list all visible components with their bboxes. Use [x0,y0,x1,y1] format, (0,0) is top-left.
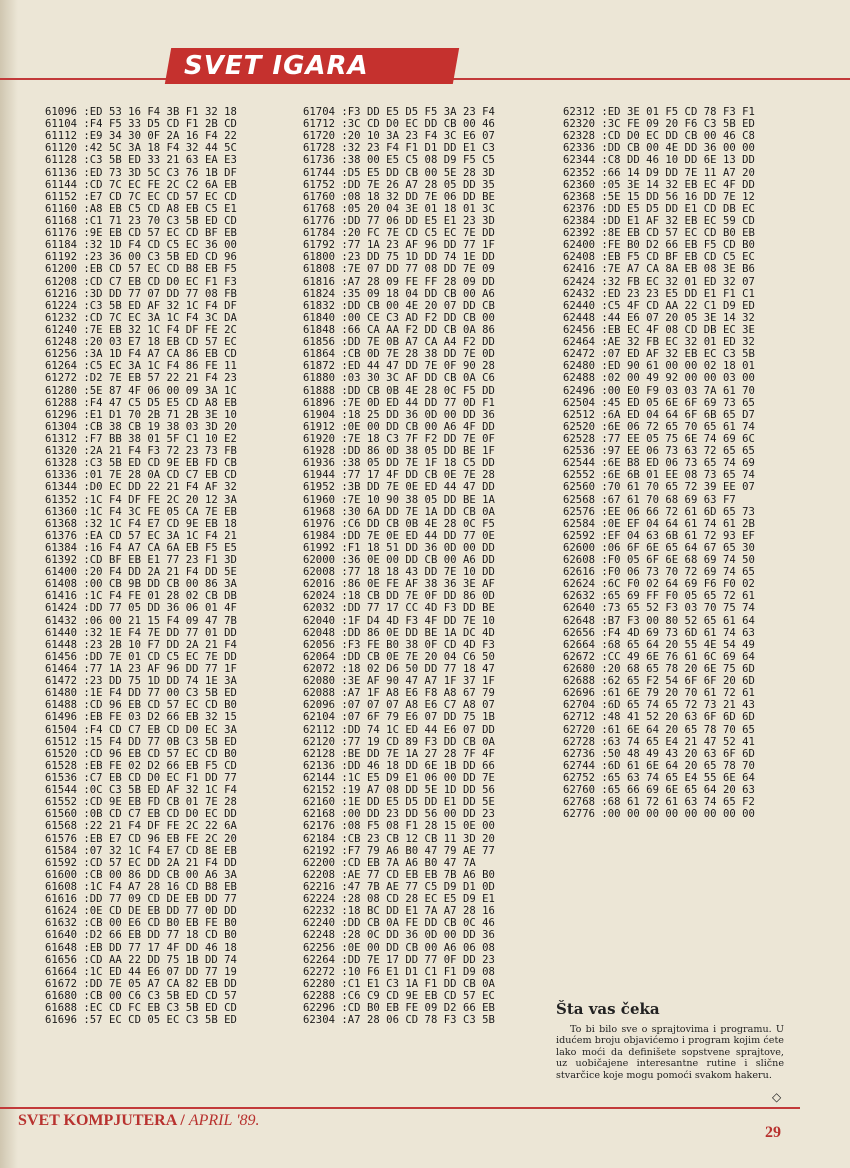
listing-line: 61424 :DD 77 05 DD 36 06 01 4F [45,602,237,615]
listing-line: 62384 :DD E1 AF 32 EB EC 59 CD [563,214,755,227]
listing-line: 61472 :23 DD 75 1D DD 74 1E 3A [45,675,237,688]
listing-line: 62336 :DD CB 00 4E DD 36 00 00 [563,142,755,155]
listing-line: 61912 :0E 00 DD CB 00 A6 4F DD [303,420,495,433]
section-title: SVET IGARA [184,51,369,81]
listing-line: 62632 :65 69 FF F0 05 65 72 61 [563,590,755,603]
listing-line: 61496 :EB FE 03 D2 66 EB 32 15 [45,711,237,724]
listing-line: 62112 :DD 74 1C ED 44 E6 07 DD [303,723,495,736]
listing-line: 61720 :20 10 3A 23 F4 3C E6 07 [303,130,495,143]
listing-line: 62536 :97 EE 06 73 63 72 65 65 [563,445,755,458]
listing-line: 62328 :CD D0 EC DD CB 00 46 C8 [563,130,755,143]
listing-line: 61120 :42 5C 3A 18 F4 32 44 5C [45,142,237,155]
listing-line: 61600 :CB 00 86 DD CB 00 A6 3A [45,868,237,881]
listing-line: 61192 :23 36 00 C3 5B ED CD 96 [45,251,237,264]
listing-line: 62728 :63 74 65 E4 21 47 52 41 [563,735,755,748]
listing-line: 61888 :DD CB 0B 4E 28 0C F5 DD [303,384,495,397]
listing-line: 61168 :C1 71 23 70 C3 5B ED CD [45,214,237,227]
listing-line: 62648 :B7 F3 00 80 52 65 61 64 [563,614,755,627]
listing-line: 62400 :FE B0 D2 66 EB F5 CD B0 [563,239,755,252]
listing-line: 61784 :20 FC 7E CD C5 EC 7E DD [303,227,495,240]
listing-line: 62200 :CD EB 7A A6 B0 47 7A [303,856,476,869]
listing-line: 61376 :EA CD 57 EC 3A 1C F4 21 [45,529,237,542]
listing-line: 61160 :A8 EB C5 CD A8 EB C5 E1 [45,202,237,215]
listing-line: 61224 :C3 5B ED AF 32 1C F4 DF [45,299,237,312]
listing-line: 62688 :62 65 F2 54 6F 6F 20 6D [563,675,755,688]
listing-line: 61624 :0E CD DE EB DD 77 0D DD [45,905,237,918]
listing-line: 62120 :77 19 CD 89 F3 DD CB 0A [303,735,495,748]
listing-line: 61464 :77 1A 23 AF 96 DD 77 1F [45,663,237,676]
listing-line: 61984 :DD 7E 0E ED 44 DD 77 0E [303,529,495,542]
listing-line: 61680 :CB 00 C6 C3 5B ED CD 57 [45,989,237,1002]
listing-line: 62424 :32 FB EC 32 01 ED 32 07 [563,275,755,288]
next-issue-title: Šta vas čeka [556,1000,660,1018]
listing-line: 61480 :1E F4 DD 77 00 C3 5B ED [45,687,237,700]
listing-line: 62376 :DD E5 D5 DD E1 CD DB EC [563,202,755,215]
listing-line: 61240 :7E EB 32 1C F4 DF FE 2C [45,323,237,336]
listing-line: 61448 :23 2B 10 F7 DD 2A 21 F4 [45,638,237,651]
listing-line: 61360 :1C F4 3C FE 05 CA 7E EB [45,505,237,518]
listing-line: 62504 :45 ED 05 6E 6F 69 73 65 [563,396,755,409]
listing-line: 62296 :CD B0 EB FE 09 D2 66 EB [303,1002,495,1015]
listing-line: 61808 :7E 07 DD 77 08 DD 7E 09 [303,263,495,276]
listing-line: 62664 :68 65 64 20 55 4E 54 49 [563,638,755,651]
listing-line: 61520 :CD 96 EB CD 57 EC CD B0 [45,747,237,760]
listing-line: 62024 :18 CB DD 7E 0F DD 86 0D [303,590,495,603]
listing-line: 62160 :1E DD E5 D5 DD E1 DD 5E [303,796,495,809]
listing-line: 61608 :1C F4 A7 28 16 CD B8 EB [45,881,237,893]
listing-line: 61328 :C3 5B ED CD 9E EB FD CB [45,457,237,470]
listing-line: 61664 :1C ED 44 E6 07 DD 77 19 [45,965,237,978]
listing-line: 62168 :00 DD 23 DD 56 00 DD 23 [303,808,495,821]
listing-line: 62072 :18 02 D6 50 DD 77 18 47 [303,663,495,676]
listing-line: 61384 :16 F4 A7 CA 6A EB F5 E5 [45,541,237,554]
listing-line: 61736 :38 00 E5 C5 08 D9 F5 C5 [303,154,495,167]
listing-line: 62128 :BE DD 7E 1A 27 28 7F 4F [303,747,495,760]
listing-line: 62240 :DD CB 0A FE DD CB 0C 46 [303,917,495,930]
listing-line: 61752 :DD 7E 26 A7 28 05 DD 35 [303,178,495,191]
listing-line: 62640 :73 65 52 F3 03 70 75 74 [563,602,755,615]
listing-line: 62720 :61 6E 64 20 65 78 70 65 [563,723,755,736]
listing-line: 61440 :32 1E F4 7E DD 77 01 DD [45,626,237,639]
magazine-name: SVET KOMPJUTERA / [18,1112,185,1129]
listing-line: 62256 :0E 00 DD CB 00 A6 06 08 [303,941,495,954]
listing-line: 61296 :E1 D1 70 2B 71 2B 3E 10 [45,408,237,421]
listing-line: 62752 :65 63 74 65 E4 55 6E 64 [563,772,755,785]
listing-line: 62304 :A7 28 06 CD 78 F3 C3 5B [303,1014,495,1027]
listing-line: 61920 :7E 18 C3 7F F2 DD 7E 0F [303,432,495,445]
listing-column-3 [563,106,755,820]
listing-line: 62608 :F0 05 6F 6E 68 69 74 50 [563,554,755,567]
listing-line: 62432 :ED 23 23 E5 DD E1 F1 C1 [563,287,755,300]
listing-line: 61776 :DD 77 06 DD E5 E1 23 3D [303,214,495,227]
listing-line: 61184 :32 1D F4 CD C5 EC 36 00 [45,239,237,252]
listing-line: 62656 :F4 4D 69 73 6D 61 74 63 [563,626,755,639]
listing-line: 62456 :EB EC 4F 08 CD DB EC 3E [563,323,755,336]
listing-line: 61928 :DD 86 0D 38 05 DD BE 1F [303,445,495,458]
listing-line: 62352 :66 14 D9 DD 7E 11 A7 20 [563,166,755,179]
listing-line: 61248 :20 03 E7 18 EB CD 57 EC [45,336,237,349]
listing-line: 62448 :44 E6 07 20 05 3E 14 32 [563,311,755,324]
listing-line: 62416 :7E A7 CA 8A EB 08 3E B6 [563,263,755,276]
listing-line: 61232 :CD 7C EC 3A 1C F4 3C DA [45,311,237,324]
listing-line: 62576 :EE 06 66 72 61 6D 65 73 [563,505,755,518]
listing-line: 61992 :F1 18 51 DD 36 0D 00 DD [303,541,495,554]
listing-line: 62104 :07 6F 79 E6 07 DD 75 1B [303,711,495,724]
listing-line: 62224 :28 08 CD 28 EC E5 D9 E1 [303,893,495,906]
listing-line: 62768 :68 61 72 61 63 74 65 F2 [563,796,755,809]
listing-line: 61944 :77 17 4F DD CB 0E 7E 28 [303,469,495,482]
listing-line: 62312 :ED 3E 01 F5 CD 78 F3 F1 [563,106,755,118]
listing-line: 61584 :07 32 1C F4 E7 CD 8E EB [45,844,237,857]
listing-line: 62136 :DD 46 18 DD 6E 1B DD 66 [303,759,495,772]
listing-line: 61960 :7E 10 90 38 05 DD BE 1A [303,493,495,506]
listing-line: 62048 :DD 86 0E DD BE 1A DC 4D [303,626,495,639]
listing-line: 62096 :07 07 07 A8 E6 C7 A8 07 [303,699,495,712]
listing-line: 61936 :38 05 DD 7E 1F 18 C5 DD [303,457,495,470]
listing-line: 61344 :D0 EC DD 22 21 F4 AF 32 [45,481,237,494]
listing-line: 61800 :23 DD 75 1D DD 74 1E DD [303,251,495,264]
listing-line: 62392 :8E EB CD 57 EC CD B0 EB [563,227,755,240]
listing-line: 62272 :10 F6 E1 D1 C1 F1 D9 08 [303,965,495,978]
listing-line: 62736 :50 48 49 43 20 63 6F 6D [563,747,755,760]
listing-line: 62680 :20 68 65 78 20 6E 75 6D [563,663,755,676]
listing-line: 62512 :6A ED 04 64 6F 6B 65 D7 [563,408,755,421]
listing-line: 62016 :86 0E FE AF 38 36 3E AF [303,578,495,591]
listing-line: 62264 :DD 7E 17 DD 77 0F DD 23 [303,953,495,966]
listing-line: 61792 :77 1A 23 AF 96 DD 77 1F [303,239,495,252]
listing-line: 62040 :1F D4 4D F3 4F DD 7E 10 [303,614,495,627]
page-number: 29 [765,1124,781,1141]
listing-line: 61568 :22 21 F4 DF FE 2C 22 6A [45,820,237,833]
listing-line: 61688 :EC CD FC EB C3 5B ED CD [45,1002,237,1015]
listing-line: 62280 :C1 E1 C3 1A F1 DD CB 0A [303,977,495,990]
listing-line: 62192 :F7 79 A6 B0 47 79 AE 77 [303,844,495,857]
listing-line: 61136 :ED 73 3D 5C C3 76 1B DF [45,166,237,179]
listing-line: 61552 :CD 9E EB FD CB 01 7E 28 [45,796,237,809]
listing-line: 62624 :6C F0 02 64 69 F6 F0 02 [563,578,755,591]
listing-line: 61256 :3A 1D F4 A7 CA 86 EB CD [45,348,237,361]
listing-line: 61416 :1C F4 FE 01 28 02 CB DB [45,590,237,603]
listing-line: 61216 :3D DD 77 07 DD 77 08 FB [45,287,237,300]
listing-line: 61312 :F7 BB 38 01 5F C1 10 E2 [45,432,237,445]
listing-line: 61512 :15 F4 DD 77 0B C3 5B ED [45,735,237,748]
end-mark-icon: ◇ [772,1090,782,1104]
listing-line: 61488 :CD 96 EB CD 57 EC CD B0 [45,699,237,712]
listing-line: 62248 :28 0C DD 36 0D 00 DD 36 [303,929,495,942]
listing-line: 61656 :CD AA 22 DD 75 1B DD 74 [45,953,237,966]
next-issue-text: To bi bilo sve o sprajtovima i programu. U idućem broju objavićemo i program kojim ćete lako moći da definišete sopstvene sprajtove, uz uobičajene interesantne rutine i slične stvarčice koje mogu pomoći svakom hakeru. [556,1024,784,1081]
listing-line: 61128 :C3 5B ED 33 21 63 EA E3 [45,154,237,167]
listing-line: 61896 :7E 0D ED 44 DD 77 0D F1 [303,396,495,409]
listing-line: 61336 :01 7E 28 0A CD C7 EB CD [45,469,237,482]
page-binding-shadow [0,0,18,1168]
listing-line: 61592 :CD 57 EC DD 2A 21 F4 DD [45,856,237,869]
listing-line: 62520 :6E 06 72 65 70 65 61 74 [563,420,755,433]
listing-line: 61320 :2A 21 F4 F3 72 23 73 FB [45,445,237,458]
listing-line: 61264 :C5 EC 3A 1C F4 86 FE 11 [45,360,237,373]
listing-line: 62176 :08 F5 08 F1 28 15 0E 00 [303,820,495,833]
listing-line: 62568 :67 61 70 68 69 63 F7 [563,493,736,506]
listing-line: 61856 :DD 7E 0B A7 CA A4 F2 DD [303,336,495,349]
listing-line: 62000 :36 0E 00 DD CB 00 A6 DD [303,554,495,567]
listing-line: 61864 :CB 0D 7E 28 38 DD 7E 0D [303,348,495,361]
listing-line: 61456 :DD 7E 01 CD C5 EC 7E DD [45,650,237,663]
listing-line: 62152 :19 A7 08 DD 5E 1D DD 56 [303,784,495,797]
listing-line: 62008 :77 18 18 43 DD 7E 10 DD [303,566,495,579]
listing-line: 62584 :0E EF 04 64 61 74 61 2B [563,517,755,530]
listing-line: 62552 :6E 6B 01 EE 08 73 65 74 [563,469,755,482]
listing-line: 62216 :47 7B AE 77 C5 D9 D1 0D [303,881,495,893]
listing-line: 62368 :5E 15 DD 56 16 DD 7E 12 [563,190,755,203]
listing-line: 62496 :00 E0 F9 03 03 7A 61 70 [563,384,755,397]
listing-line: 61904 :18 25 DD 36 0D 00 DD 36 [303,408,495,421]
listing-line: 61672 :DD 7E 05 A7 CA 82 EB DD [45,977,237,990]
listing-line: 62440 :C5 4F CD AA 22 C1 D9 ED [563,299,755,312]
listing-line: 61616 :DD 77 09 CD DE EB DD 77 [45,893,237,906]
listing-line: 61544 :0C C3 5B ED AF 32 1C F4 [45,784,237,797]
listing-line: 62464 :AE 32 FB EC 32 01 ED 32 [563,336,755,349]
listing-line: 61712 :3C CD D0 EC DD CB 00 46 [303,118,495,131]
listing-column-2 [303,106,495,1026]
listing-line: 61704 :F3 DD E5 D5 F5 3A 23 F4 [303,106,495,118]
listing-line: 61632 :CB 00 E6 CD B0 EB FE B0 [45,917,237,930]
footer-credit [18,1112,260,1130]
listing-line: 61952 :3B DD 7E 0E ED 44 47 DD [303,481,495,494]
listing-line: 62712 :48 41 52 20 63 6F 6D 6D [563,711,755,724]
listing-line: 62592 :EF 04 63 6B 61 72 93 EF [563,529,755,542]
listing-line: 61152 :E7 CD 7C EC CD 57 EC CD [45,190,237,203]
listing-line: 62232 :18 BC DD E1 7A A7 28 16 [303,905,495,918]
listing-line: 62528 :77 EE 05 75 6E 74 69 6C [563,432,755,445]
listing-line: 62056 :F3 FE B0 38 0F CD 4D F3 [303,638,495,651]
listing-line: 61744 :D5 E5 DD CB 00 5E 28 3D [303,166,495,179]
listing-line: 61392 :CD BF EB E1 77 23 F1 3D [45,554,237,567]
listing-line: 61560 :0B CD C7 EB CD D0 EC DD [45,808,237,821]
listing-line: 62080 :3E AF 90 47 A7 1F 37 1F [303,675,495,688]
listing-line: 62696 :61 6E 79 20 70 61 72 61 [563,687,755,700]
listing-line: 62480 :ED 90 61 00 00 02 18 01 [563,360,755,373]
listing-line: 61576 :EB E7 CD 96 EB FE 2C 20 [45,832,237,845]
listing-line: 62144 :1C E5 D9 E1 06 00 DD 7E [303,772,495,785]
listing-line: 62488 :02 00 49 92 00 00 03 00 [563,372,755,385]
listing-line: 61528 :EB FE 02 D2 66 EB F5 CD [45,759,237,772]
listing-line: 61272 :D2 7E EB 57 22 21 F4 23 [45,372,237,385]
listing-line: 62560 :70 61 70 65 72 39 EE 07 [563,481,755,494]
listing-line: 62360 :05 3E 14 32 EB EC 4F DD [563,178,755,191]
listing-line: 62032 :DD 77 17 CC 4D F3 DD BE [303,602,495,615]
listing-line: 61104 :F4 F5 33 D5 CD F1 2B CD [45,118,237,131]
listing-line: 62408 :EB F5 CD BF EB CD C5 EC [563,251,755,264]
listing-line: 61144 :CD 7C EC FE 2C C2 6A EB [45,178,237,191]
listing-line: 61200 :EB CD 57 EC CD B8 EB F5 [45,263,237,276]
listing-line: 61816 :A7 28 09 FE FF 28 09 DD [303,275,495,288]
listing-line: 61304 :CB 38 CB 19 38 03 3D 20 [45,420,237,433]
listing-line: 62744 :6D 61 6E 64 20 65 78 70 [563,759,755,772]
listing-line: 62776 :00 00 00 00 00 00 00 00 [563,808,755,821]
listing-line: 61872 :ED 44 47 DD 7E 0F 90 28 [303,360,495,373]
listing-line: 61176 :9E EB CD 57 EC CD BF EB [45,227,237,240]
listing-line: 61880 :03 30 3C AF DD CB 0A C6 [303,372,495,385]
listing-line: 61280 :5E 87 4F 06 00 09 3A 1C [45,384,237,397]
next-issue-box [556,1000,784,1081]
listing-line: 62064 :DD CB 0E 7E 20 04 C6 50 [303,650,495,663]
listing-line: 61432 :06 00 21 15 F4 09 47 7B [45,614,237,627]
listing-line: 62704 :6D 65 74 65 72 73 21 43 [563,699,755,712]
listing-column-1 [45,106,237,1026]
listing-line: 61848 :66 CA AA F2 DD CB 0A 86 [303,323,495,336]
section-banner [165,48,459,84]
listing-line: 61536 :C7 EB CD D0 EC F1 DD 77 [45,772,237,785]
listing-line: 62184 :CB 23 CB 12 CB 11 3D 20 [303,832,495,845]
listing-line: 61840 :00 CE C3 AD F2 DD CB 00 [303,311,495,324]
issue-date: APRIL '89. [188,1112,260,1129]
listing-line: 61824 :35 09 18 04 DD CB 00 A6 [303,287,495,300]
listing-line: 62760 :65 66 69 6E 65 64 20 63 [563,784,755,797]
listing-line: 61760 :08 18 32 DD 7E 06 DD BE [303,190,495,203]
listing-line: 61112 :E9 34 30 0F 2A 16 F4 22 [45,130,237,143]
listing-line: 61768 :05 20 04 3E 01 18 01 3C [303,202,495,215]
listing-line: 61368 :32 1C F4 E7 CD 9E EB 18 [45,517,237,530]
listing-line: 61728 :32 23 F4 F1 D1 DD E1 C3 [303,142,495,155]
listing-line: 62320 :3C FE 09 20 F6 C3 5B ED [563,118,755,131]
listing-line: 61504 :F4 CD C7 EB CD D0 EC 3A [45,723,237,736]
listing-line: 62600 :06 6F 6E 65 64 67 65 30 [563,541,755,554]
listing-line: 62672 :CC 49 6E 76 61 6C 69 64 [563,650,755,663]
listing-line: 61696 :57 EC CD 05 EC C3 5B ED [45,1014,237,1027]
listing-line: 61408 :00 CB 9B DD CB 00 86 3A [45,578,237,591]
footer-rule [0,1107,800,1109]
listing-line: 61976 :C6 DD CB 0B 4E 28 0C F5 [303,517,495,530]
listing-line: 61832 :DD CB 00 4E 20 07 DD CB [303,299,495,312]
listing-line: 61968 :30 6A DD 7E 1A DD CB 0A [303,505,495,518]
listing-line: 62344 :C8 DD 46 10 DD 6E 13 DD [563,154,755,167]
listing-line: 61640 :D2 66 EB DD 77 18 CD B0 [45,929,237,942]
listing-line: 61352 :1C F4 DF FE 2C 20 12 3A [45,493,237,506]
listing-line: 61400 :20 F4 DD 2A 21 F4 DD 5E [45,566,237,579]
listing-line: 62288 :C6 C9 CD 9E EB CD 57 EC [303,989,495,1002]
listing-line: 61648 :EB DD 77 17 4F DD 46 18 [45,941,237,954]
listing-line: 62088 :A7 1F A8 E6 F8 A8 67 79 [303,687,495,700]
listing-line: 62616 :F0 06 73 70 72 69 74 65 [563,566,755,579]
listing-line: 62208 :AE 77 CD EB EB 7B A6 B0 [303,868,495,881]
listing-line: 61208 :CD C7 EB CD D0 EC F1 F3 [45,275,237,288]
listing-line: 61288 :F4 47 C5 D5 E5 CD A8 EB [45,396,237,409]
listing-line: 62472 :07 ED AF 32 EB EC C3 5B [563,348,755,361]
listing-line: 61096 :ED 53 16 F4 3B F1 32 18 [45,106,237,118]
listing-line: 62544 :6E B8 ED 06 73 65 74 69 [563,457,755,470]
